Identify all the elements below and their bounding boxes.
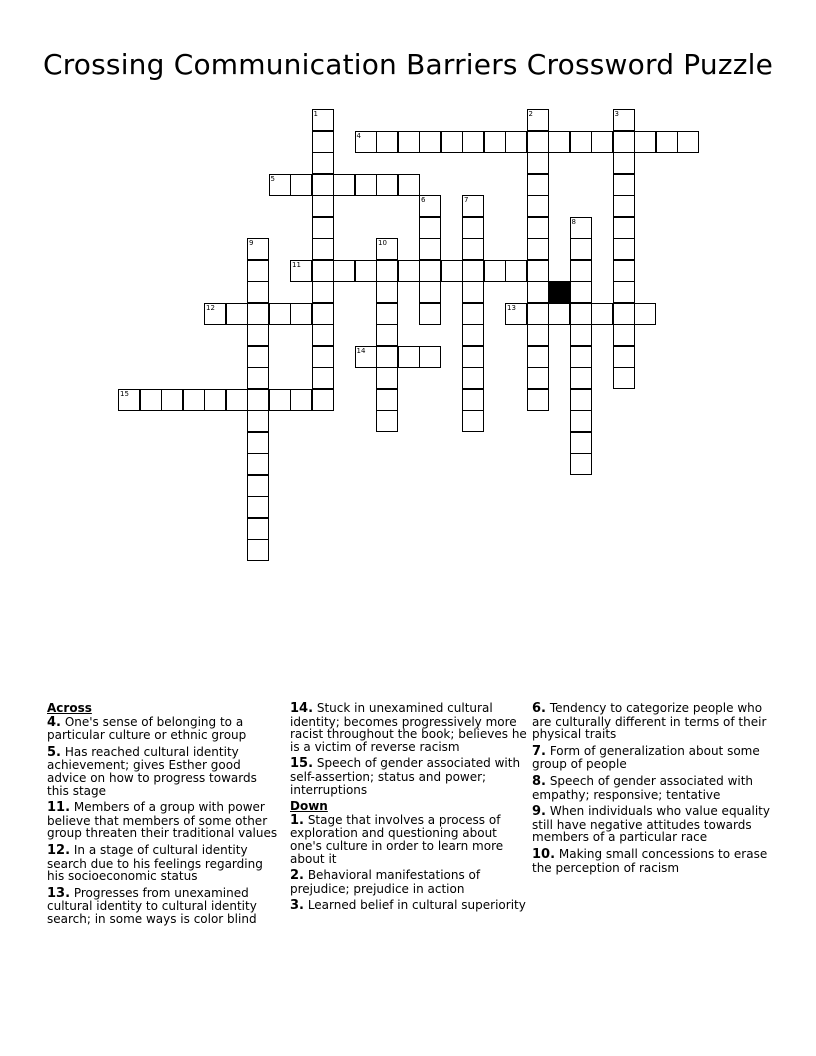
grid-cell[interactable] bbox=[527, 324, 549, 346]
grid-cell[interactable] bbox=[376, 260, 398, 282]
grid-cell[interactable] bbox=[462, 389, 484, 411]
cell-number: 4 bbox=[356, 131, 361, 140]
grid-cell[interactable] bbox=[570, 367, 592, 389]
grid-cell[interactable] bbox=[484, 260, 506, 282]
grid-cell[interactable] bbox=[591, 131, 613, 153]
clue-number: 1. bbox=[290, 812, 304, 828]
grid-cell[interactable] bbox=[247, 303, 269, 325]
clue-across-14 bbox=[290, 702, 528, 753]
cell-number: 5 bbox=[270, 174, 275, 183]
cell-number: 14 bbox=[356, 346, 366, 355]
grid-cell[interactable] bbox=[376, 281, 398, 303]
grid-cell[interactable] bbox=[355, 174, 377, 196]
grid-cell[interactable] bbox=[183, 389, 205, 411]
grid-cell[interactable] bbox=[613, 238, 635, 260]
clue-down-10 bbox=[532, 848, 772, 874]
grid-cell[interactable] bbox=[376, 410, 398, 432]
grid-cell[interactable] bbox=[462, 195, 484, 217]
clue-text: Tendency to categorize people who are culturally different in terms of their physical traits bbox=[532, 701, 767, 742]
grid-cell[interactable] bbox=[613, 281, 635, 303]
clue-number: 9. bbox=[532, 804, 546, 820]
grid-cell[interactable] bbox=[312, 281, 334, 303]
grid-cell[interactable] bbox=[419, 195, 441, 217]
grid-cell[interactable] bbox=[613, 303, 635, 325]
clue-down-6 bbox=[532, 702, 772, 741]
grid-cell[interactable] bbox=[376, 324, 398, 346]
grid-cell[interactable] bbox=[613, 260, 635, 282]
clue-across-4 bbox=[47, 716, 279, 742]
cell-number: 11 bbox=[292, 260, 301, 269]
clue-text: Making small concessions to erase the perception of racism bbox=[532, 846, 768, 875]
clue-text: Has reached cultural identity achievement; gives Esther good advice on how to progress towards this stage bbox=[47, 744, 257, 798]
grid-cell[interactable] bbox=[527, 303, 549, 325]
grid-cell[interactable] bbox=[591, 303, 613, 325]
clue-number: 10. bbox=[532, 846, 556, 862]
grid-cell[interactable] bbox=[161, 389, 183, 411]
grid-cell[interactable] bbox=[527, 217, 549, 239]
cell-number: 7 bbox=[464, 196, 469, 204]
grid-cell[interactable] bbox=[376, 238, 398, 260]
grid-cell[interactable] bbox=[570, 131, 592, 153]
grid-cell[interactable] bbox=[247, 260, 269, 282]
grid-cell[interactable] bbox=[613, 195, 635, 217]
clue-down-8 bbox=[532, 775, 772, 801]
grid-cell[interactable] bbox=[333, 174, 355, 196]
grid-cell[interactable] bbox=[462, 367, 484, 389]
grid-cell[interactable] bbox=[419, 131, 441, 153]
clue-text: Behavioral manifestations of prejudice; prejudice in action bbox=[290, 868, 481, 896]
cell-number: 10 bbox=[378, 239, 387, 247]
grid-cell[interactable] bbox=[419, 260, 441, 282]
grid-cell[interactable] bbox=[570, 410, 592, 432]
puzzle-title: Crossing Communication Barriers Crossword Puzzle bbox=[42, 48, 774, 81]
grid-cell[interactable] bbox=[505, 131, 527, 153]
clues-column-2 bbox=[290, 702, 528, 917]
grid-cell[interactable] bbox=[398, 260, 420, 282]
grid-cell[interactable] bbox=[376, 131, 398, 153]
grid-cell[interactable] bbox=[247, 281, 269, 303]
grid-cell[interactable] bbox=[247, 238, 269, 260]
clue-text: Speech of gender associated with self-assertion; status and power; interruptions bbox=[290, 756, 521, 797]
clue-text: Stage that involves a process of exploration and questioning about one's culture in order to learn more about it bbox=[290, 812, 504, 866]
clue-number: 11. bbox=[47, 800, 71, 816]
grid-cell[interactable] bbox=[204, 389, 226, 411]
grid-cell[interactable] bbox=[656, 131, 678, 153]
grid-cell[interactable] bbox=[312, 152, 334, 174]
grid-cell[interactable] bbox=[269, 389, 291, 411]
grid-cell[interactable] bbox=[548, 131, 570, 153]
grid-cell[interactable] bbox=[355, 260, 377, 282]
grid-cell[interactable] bbox=[527, 281, 549, 303]
cell-number: 13 bbox=[507, 303, 516, 312]
grid-cell[interactable] bbox=[570, 453, 592, 475]
grid-cell[interactable] bbox=[312, 238, 334, 260]
grid-cell[interactable] bbox=[398, 346, 420, 368]
grid-cell[interactable] bbox=[441, 260, 463, 282]
clue-across-13 bbox=[47, 887, 279, 926]
grid-cell[interactable] bbox=[419, 281, 441, 303]
grid-cell[interactable] bbox=[290, 389, 312, 411]
clue-text: In a stage of cultural identity search due to his feelings regarding his socioeconomic status bbox=[47, 842, 263, 884]
clue-text: Learned belief in cultural superiority bbox=[307, 898, 526, 913]
grid-cell[interactable] bbox=[527, 389, 549, 411]
grid-cell[interactable] bbox=[527, 152, 549, 174]
grid-cell[interactable] bbox=[634, 303, 656, 325]
grid-cell[interactable] bbox=[613, 109, 635, 131]
grid-cell[interactable] bbox=[398, 131, 420, 153]
grid-cell[interactable] bbox=[312, 260, 334, 282]
grid-cell[interactable] bbox=[570, 432, 592, 454]
cell-number: 9 bbox=[249, 239, 254, 247]
clue-number: 15. bbox=[290, 756, 314, 772]
grid-cell[interactable] bbox=[312, 303, 334, 325]
cell-number: 12 bbox=[206, 303, 215, 312]
grid-cell[interactable] bbox=[613, 324, 635, 346]
grid-cell[interactable] bbox=[462, 238, 484, 260]
clue-text: One's sense of belonging to a particular culture or ethnic group bbox=[47, 714, 247, 743]
grid-cell[interactable] bbox=[312, 131, 334, 153]
grid-cell[interactable] bbox=[247, 475, 269, 497]
grid-cell[interactable] bbox=[505, 303, 527, 325]
grid-cell[interactable] bbox=[247, 346, 269, 368]
grid-cell[interactable] bbox=[269, 303, 291, 325]
clue-text: Form of generalization about some group of people bbox=[532, 743, 760, 772]
grid-cell[interactable] bbox=[376, 346, 398, 368]
grid-cell[interactable] bbox=[462, 260, 484, 282]
grid-cell[interactable] bbox=[462, 410, 484, 432]
clue-text: Members of a group with power believe that members of some other group threaten their traditional values bbox=[47, 800, 278, 841]
cell-number: 8 bbox=[571, 217, 576, 226]
cell-number: 15 bbox=[120, 389, 129, 398]
grid-cell[interactable] bbox=[527, 174, 549, 196]
grid-cell[interactable] bbox=[312, 217, 334, 239]
grid-cell[interactable] bbox=[570, 324, 592, 346]
clue-down-3 bbox=[290, 899, 528, 913]
black-cell bbox=[548, 281, 570, 303]
grid-cell[interactable] bbox=[613, 346, 635, 368]
grid-cell[interactable] bbox=[570, 389, 592, 411]
clue-number: 8. bbox=[532, 773, 546, 789]
grid-cell[interactable] bbox=[247, 324, 269, 346]
clue-across-11 bbox=[47, 801, 279, 840]
grid-cell[interactable] bbox=[118, 389, 140, 411]
grid-cell[interactable] bbox=[355, 131, 377, 153]
grid-cell[interactable] bbox=[247, 496, 269, 518]
grid-cell[interactable] bbox=[312, 346, 334, 368]
grid-cell[interactable] bbox=[247, 410, 269, 432]
clue-down-7 bbox=[532, 745, 772, 771]
grid-cell[interactable] bbox=[613, 152, 635, 174]
grid-cell[interactable] bbox=[376, 367, 398, 389]
grid-cell[interactable] bbox=[312, 109, 334, 131]
grid-cell[interactable] bbox=[247, 453, 269, 475]
cell-number: 3 bbox=[614, 110, 619, 118]
grid-cell[interactable] bbox=[247, 539, 269, 561]
grid-cell[interactable] bbox=[548, 303, 570, 325]
clue-across-5 bbox=[47, 746, 279, 797]
clue-number: 13. bbox=[47, 885, 71, 901]
grid-cell[interactable] bbox=[677, 131, 699, 153]
grid-cell[interactable] bbox=[613, 174, 635, 196]
grid-cell[interactable] bbox=[376, 303, 398, 325]
cell-number: 2 bbox=[528, 110, 533, 118]
grid-cell[interactable] bbox=[462, 131, 484, 153]
clue-across-12 bbox=[47, 844, 279, 883]
grid-cell[interactable] bbox=[419, 217, 441, 239]
grid-cell[interactable] bbox=[312, 324, 334, 346]
grid-cell[interactable] bbox=[226, 389, 248, 411]
grid-cell[interactable] bbox=[570, 281, 592, 303]
grid-cell[interactable] bbox=[462, 281, 484, 303]
grid-cell[interactable] bbox=[484, 131, 506, 153]
grid-cell[interactable] bbox=[312, 195, 334, 217]
grid-cell[interactable] bbox=[269, 174, 291, 196]
grid-cell[interactable] bbox=[419, 303, 441, 325]
grid-cell[interactable] bbox=[376, 174, 398, 196]
across-header: Across bbox=[47, 701, 92, 715]
grid-cell[interactable] bbox=[527, 367, 549, 389]
grid-cell[interactable] bbox=[527, 131, 549, 153]
grid-cell[interactable] bbox=[247, 367, 269, 389]
clue-down-9 bbox=[532, 805, 772, 844]
grid-cell[interactable] bbox=[204, 303, 226, 325]
clues-column-1 bbox=[47, 702, 279, 930]
grid-cell[interactable] bbox=[613, 131, 635, 153]
clue-text: Stuck in unexamined cultural identity; becomes progressively more racist throughout the book; believes he is a victim of reverse racism bbox=[290, 701, 527, 754]
clue-number: 12. bbox=[47, 842, 71, 858]
grid-cell[interactable] bbox=[505, 260, 527, 282]
grid-cell[interactable] bbox=[312, 367, 334, 389]
clue-number: 6. bbox=[532, 701, 546, 716]
clue-number: 14. bbox=[290, 701, 314, 716]
grid-cell[interactable] bbox=[613, 217, 635, 239]
grid-cell[interactable] bbox=[247, 389, 269, 411]
clue-number: 4. bbox=[47, 714, 61, 730]
grid-cell[interactable] bbox=[634, 131, 656, 153]
grid-cell[interactable] bbox=[312, 389, 334, 411]
grid-cell[interactable] bbox=[290, 174, 312, 196]
clue-text: Progresses from unexamined cultural identity to cultural identity search; in some ways is color blind bbox=[47, 885, 257, 926]
clue-text: When individuals who value equality still have negative attitudes towards members of a particular race bbox=[532, 804, 770, 845]
grid-cell[interactable] bbox=[290, 260, 312, 282]
grid-cell[interactable] bbox=[290, 303, 312, 325]
clue-number: 7. bbox=[532, 743, 546, 759]
grid-cell[interactable] bbox=[527, 346, 549, 368]
grid-cell[interactable] bbox=[570, 260, 592, 282]
cell-number: 6 bbox=[421, 196, 426, 204]
clue-number: 2. bbox=[290, 868, 304, 884]
grid-cell[interactable] bbox=[333, 260, 355, 282]
grid-cell[interactable] bbox=[376, 389, 398, 411]
grid-cell[interactable] bbox=[613, 367, 635, 389]
grid-cell[interactable] bbox=[355, 346, 377, 368]
grid-cell[interactable] bbox=[419, 238, 441, 260]
grid-cell[interactable] bbox=[312, 174, 334, 196]
grid-cell[interactable] bbox=[140, 389, 162, 411]
grid-cell[interactable] bbox=[527, 109, 549, 131]
grid-cell[interactable] bbox=[570, 303, 592, 325]
grid-cell[interactable] bbox=[570, 217, 592, 239]
grid-cell[interactable] bbox=[527, 238, 549, 260]
grid-cell[interactable] bbox=[462, 346, 484, 368]
cell-number: 1 bbox=[313, 110, 318, 118]
grid-cell[interactable] bbox=[462, 217, 484, 239]
grid-cell[interactable] bbox=[462, 303, 484, 325]
clue-down-1 bbox=[290, 814, 528, 865]
clue-across-15 bbox=[290, 757, 528, 796]
grid-cell[interactable] bbox=[247, 432, 269, 454]
grid-cell[interactable] bbox=[247, 518, 269, 540]
down-header: Down bbox=[290, 799, 328, 814]
grid-cell[interactable] bbox=[441, 131, 463, 153]
grid-cell[interactable] bbox=[570, 346, 592, 368]
grid-cell[interactable] bbox=[570, 238, 592, 260]
grid-cell[interactable] bbox=[462, 324, 484, 346]
clues-column-3 bbox=[532, 702, 772, 878]
clue-number: 3. bbox=[290, 898, 304, 914]
grid-cell[interactable] bbox=[419, 346, 441, 368]
clue-down-2 bbox=[290, 869, 528, 895]
clue-number: 5. bbox=[47, 744, 61, 760]
grid-cell[interactable] bbox=[527, 195, 549, 217]
grid-cell[interactable] bbox=[226, 303, 248, 325]
grid-cell[interactable] bbox=[527, 260, 549, 282]
grid-cell[interactable] bbox=[398, 174, 420, 196]
clue-text: Speech of gender associated with empathy; responsive; tentative bbox=[532, 773, 754, 802]
